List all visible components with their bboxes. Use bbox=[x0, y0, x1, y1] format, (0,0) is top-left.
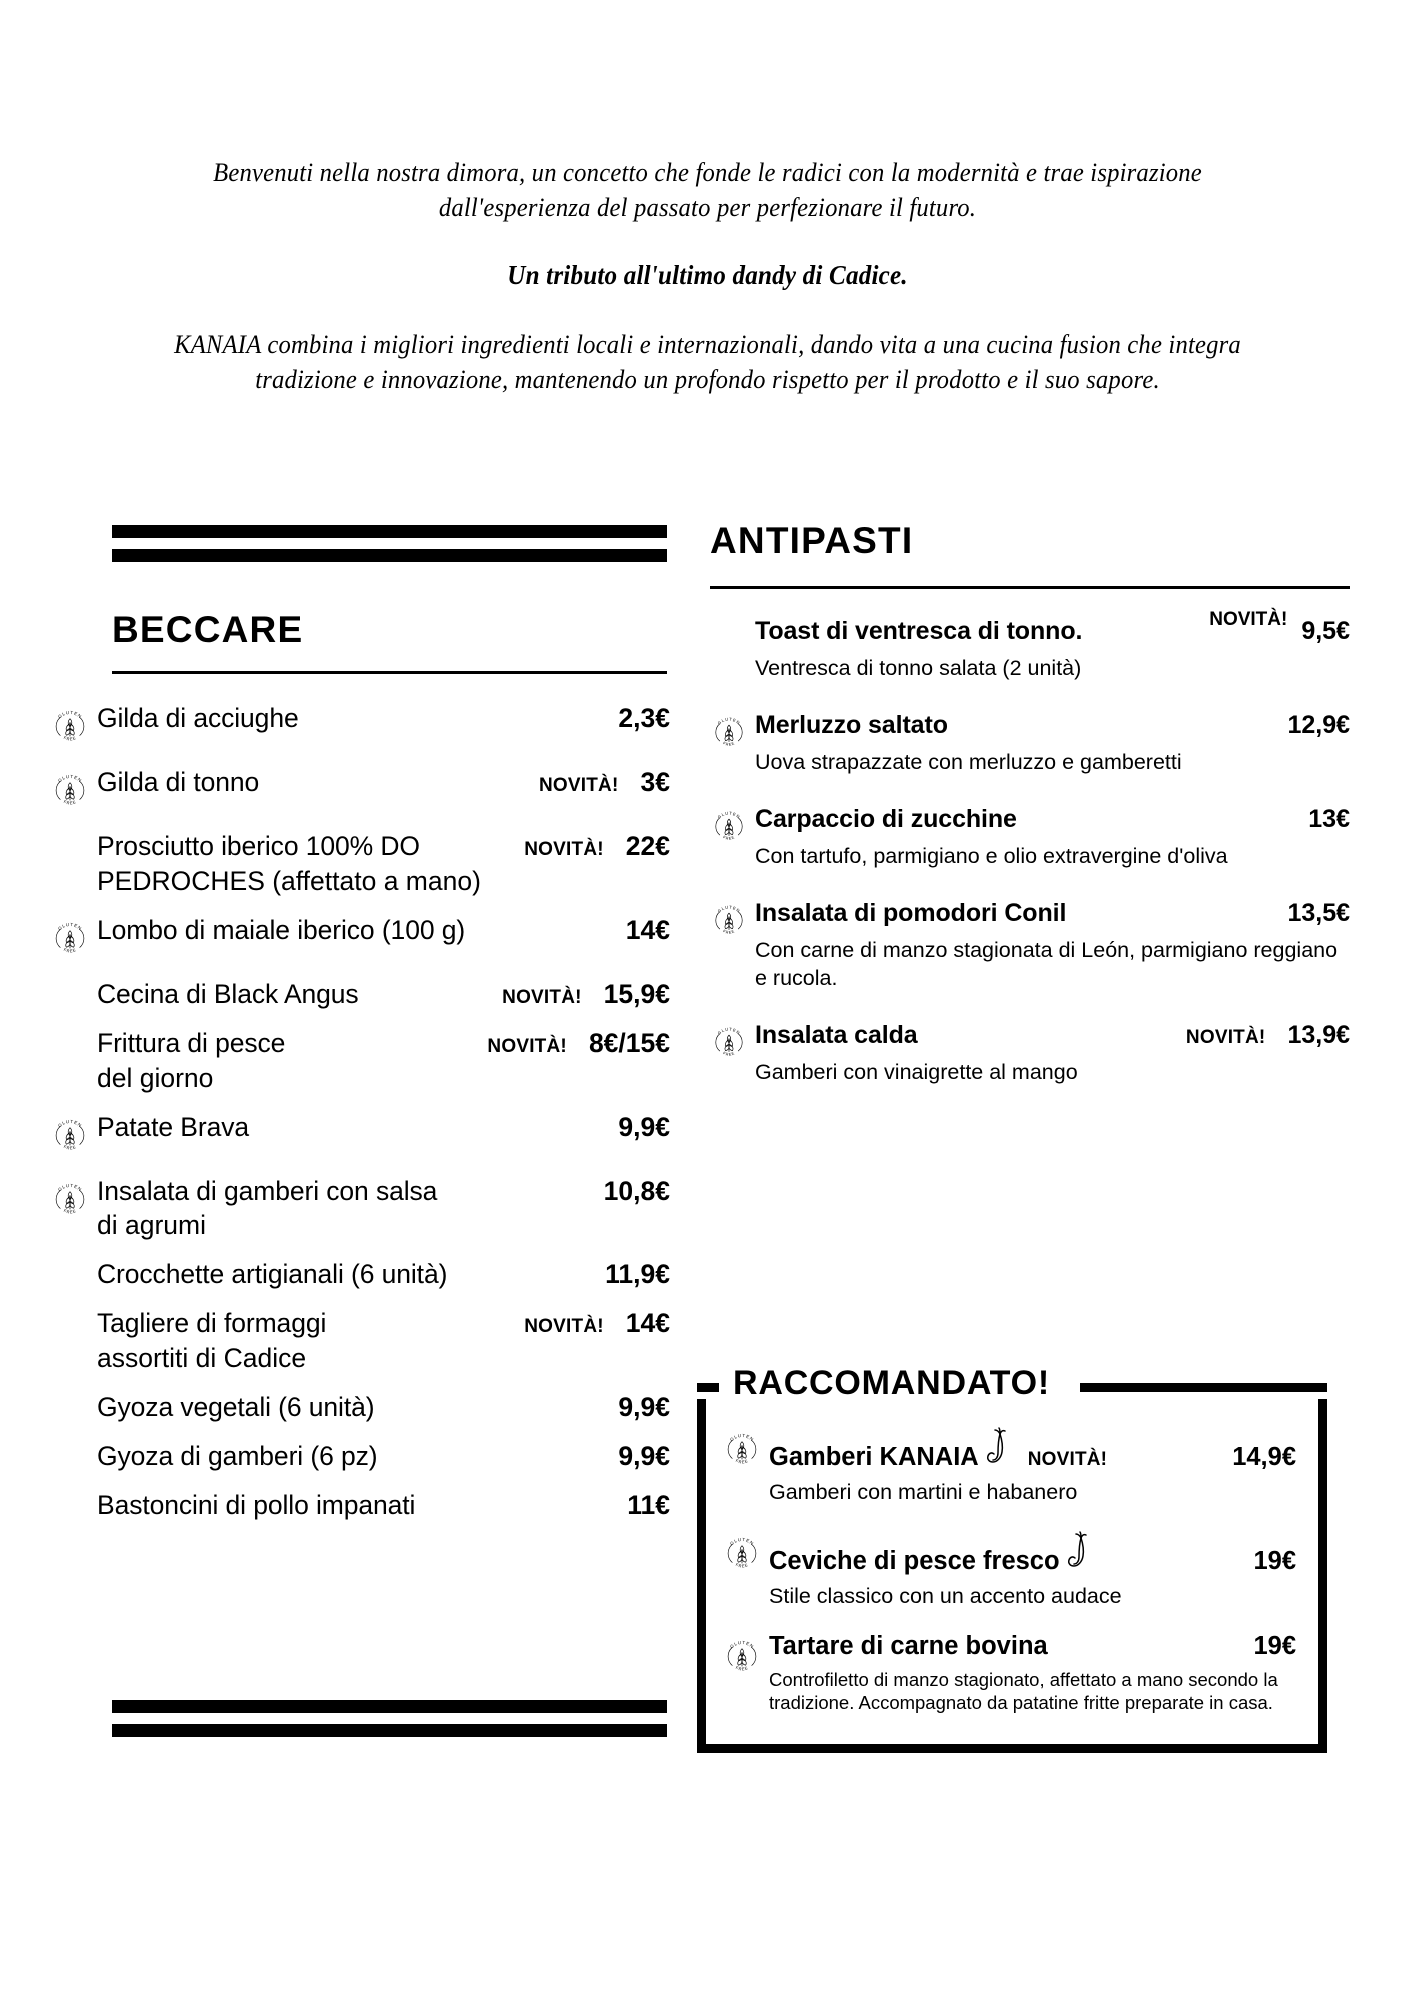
gluten-free-slot bbox=[50, 1307, 97, 1311]
menu-item-name: Toast di ventresca di tonno. bbox=[755, 617, 1083, 645]
gluten-free-icon bbox=[710, 901, 755, 944]
menu-item-row bbox=[50, 1258, 670, 1292]
menu-item-row bbox=[710, 709, 1350, 777]
chili-pepper-icon bbox=[1064, 1531, 1094, 1576]
menu-item-name: Insalata calda bbox=[755, 1020, 918, 1049]
menu-item-price: 15,9€ bbox=[603, 978, 670, 1009]
svg-text:FREE: FREE bbox=[62, 1143, 78, 1151]
beccare-item-list bbox=[50, 702, 670, 1523]
intro-paragraph-1: Benvenuti nella nostra dimora, un concetto che fonde le radici con la modernità e trae ispirazione dall'esperienza del passato per perfezionare il futuro. bbox=[213, 157, 1202, 222]
gluten-free-slot bbox=[50, 766, 97, 815]
gluten-free-slot bbox=[50, 1175, 97, 1224]
novita-badge: NOVITÀ! bbox=[487, 1035, 567, 1057]
intro-paragraph-2: KANAIA combina i migliori ingredienti locali e internazionali, dando vita a una cucina fusion che integra tradizione e innovazione, mantenendo un profondo rispetto per il prodotto e il suo sapore. bbox=[174, 328, 1241, 394]
menu-item-row bbox=[50, 1027, 670, 1096]
menu-item-row bbox=[50, 830, 670, 899]
menu-item-body bbox=[97, 1440, 670, 1474]
svg-text:FREE: FREE bbox=[62, 946, 78, 954]
menu-item-price: 13,9€ bbox=[1287, 1020, 1350, 1049]
recommended-item-price: 19€ bbox=[1253, 1546, 1296, 1575]
gluten-free-icon bbox=[710, 1023, 755, 1066]
svg-text:GLUTEN: GLUTEN bbox=[57, 1118, 83, 1128]
menu-item-row bbox=[710, 897, 1350, 993]
menu-item-name: Tagliere di formaggi bbox=[97, 1308, 327, 1339]
recommended-item-body bbox=[769, 1425, 1296, 1507]
menu-item-name: Gilda di tonno bbox=[97, 767, 260, 797]
menu-item-description: Con carne di manzo stagionata di León, parmigiano reggiano e rucola. bbox=[755, 937, 1338, 990]
menu-item-main bbox=[755, 609, 1350, 647]
menu-item-name: Lombo di maiale iberico (100 g) bbox=[97, 914, 466, 945]
rule-bar bbox=[112, 525, 667, 538]
menu-item-main bbox=[755, 803, 1350, 835]
gluten-free-slot bbox=[50, 978, 97, 982]
gluten-free-slot bbox=[710, 709, 755, 756]
menu-item-price: 14€ bbox=[625, 1308, 670, 1339]
menu-item-main bbox=[755, 709, 1350, 741]
svg-text:GLUTEN: GLUTEN bbox=[57, 921, 83, 932]
menu-item-price: 22€ bbox=[625, 831, 670, 861]
gluten-free-slot bbox=[710, 803, 755, 850]
menu-item-price: 2,3€ bbox=[618, 703, 670, 733]
beccare-column bbox=[50, 525, 670, 1523]
recommended-item-description: Gamberi con martini e habanero bbox=[769, 1480, 1078, 1504]
menu-item-name: Merluzzo saltato bbox=[755, 710, 948, 739]
menu-item-main bbox=[97, 766, 670, 800]
menu-item-price: 3€ bbox=[640, 767, 670, 797]
gluten-free-slot bbox=[50, 1258, 97, 1262]
menu-item-price: 13,5€ bbox=[1287, 898, 1350, 927]
menu-item-row bbox=[50, 702, 670, 751]
gluten-free-icon bbox=[722, 1533, 769, 1578]
menu-item-row bbox=[50, 1307, 670, 1376]
gluten-free-slot bbox=[722, 1632, 769, 1681]
menu-item-row bbox=[50, 914, 670, 963]
menu-item-row bbox=[710, 609, 1350, 683]
menu-item-body bbox=[97, 978, 670, 1012]
menu-item-price: 9,9€ bbox=[618, 1392, 670, 1423]
menu-item-main bbox=[97, 702, 670, 736]
gluten-free-icon bbox=[722, 1429, 769, 1474]
menu-item-name: Gilda di acciughe bbox=[97, 703, 299, 733]
intro-block bbox=[95, 155, 1320, 397]
gluten-free-slot bbox=[50, 914, 97, 963]
beccare-underline bbox=[112, 671, 667, 674]
menu-item-description: Con tartufo, parmigiano e olio extravergine d'oliva bbox=[755, 843, 1228, 868]
rule-bar bbox=[112, 549, 667, 562]
menu-item-body bbox=[755, 709, 1350, 777]
gluten-free-slot bbox=[50, 830, 97, 834]
svg-text:GLUTEN: GLUTEN bbox=[716, 810, 742, 820]
gluten-free-slot bbox=[710, 897, 755, 944]
menu-item-name-line2: assortiti di Cadice bbox=[97, 1343, 307, 1374]
menu-item-price: 10,8€ bbox=[603, 1175, 670, 1206]
menu-item-description: Ventresca di tonno salata (2 unità) bbox=[755, 656, 1082, 680]
menu-item-price: 11€ bbox=[627, 1489, 670, 1520]
gluten-free-slot bbox=[50, 1489, 97, 1493]
svg-text:FREE: FREE bbox=[734, 1561, 750, 1569]
menu-item-body bbox=[97, 1391, 670, 1425]
menu-item-price: 12,9€ bbox=[1287, 710, 1350, 739]
svg-text:GLUTEN: GLUTEN bbox=[729, 1536, 755, 1546]
header-rule-left bbox=[697, 1383, 719, 1392]
novita-badge: NOVITÀ! bbox=[1185, 1026, 1266, 1048]
recommended-item-main bbox=[769, 1632, 1296, 1661]
menu-item-price: 13€ bbox=[1308, 804, 1350, 833]
menu-item-main bbox=[97, 1111, 670, 1145]
menu-item-body bbox=[97, 1111, 670, 1145]
svg-text:GLUTEN: GLUTEN bbox=[57, 773, 83, 784]
gluten-free-icon bbox=[50, 918, 97, 963]
recommended-item-price: 14,9€ bbox=[1232, 1443, 1296, 1471]
menu-item-description: Uova strapazzate con merluzzo e gamberetti bbox=[755, 749, 1182, 774]
menu-item-price: 9,9€ bbox=[618, 1440, 670, 1471]
menu-item-price: 9,5€ bbox=[1301, 617, 1350, 645]
recommended-item-price: 19€ bbox=[1253, 1632, 1296, 1661]
novita-badge: NOVITÀ! bbox=[539, 775, 619, 796]
menu-item-main bbox=[97, 1258, 670, 1292]
recommended-item-body bbox=[769, 1632, 1296, 1714]
menu-item-body bbox=[97, 1027, 670, 1096]
rule-bar bbox=[112, 1700, 667, 1713]
menu-item-main bbox=[97, 1307, 670, 1341]
recommended-item-main bbox=[769, 1529, 1296, 1576]
recommended-item-row bbox=[722, 1529, 1296, 1611]
top-double-rule bbox=[112, 525, 667, 562]
svg-text:FREE: FREE bbox=[722, 1050, 736, 1057]
recommended-box bbox=[697, 1363, 1327, 1753]
menu-item-name: Gyoza di gamberi (6 pz) bbox=[97, 1440, 378, 1471]
menu-item-body bbox=[755, 803, 1350, 871]
bottom-double-rule bbox=[112, 1700, 667, 1737]
menu-item-row bbox=[710, 1019, 1350, 1087]
menu-item-body bbox=[97, 830, 670, 899]
svg-text:GLUTEN: GLUTEN bbox=[729, 1639, 755, 1650]
menu-item-main bbox=[97, 1489, 670, 1523]
menu-item-name-line2: del giorno bbox=[97, 1062, 214, 1093]
menu-item-description: Gamberi con vinaigrette al mango bbox=[755, 1059, 1078, 1084]
gluten-free-slot bbox=[710, 1019, 755, 1066]
gluten-free-slot bbox=[722, 1425, 769, 1474]
menu-item-row bbox=[50, 1391, 670, 1425]
svg-text:FREE: FREE bbox=[62, 798, 78, 806]
chili-pepper-icon bbox=[983, 1427, 1013, 1472]
novita-badge: NOVITÀ! bbox=[1027, 1449, 1108, 1470]
menu-item-main bbox=[97, 1027, 670, 1061]
menu-item-main bbox=[97, 830, 670, 864]
gluten-free-slot bbox=[710, 615, 755, 619]
svg-text:FREE: FREE bbox=[62, 1207, 78, 1215]
header-rule-right bbox=[1080, 1383, 1327, 1392]
menu-item-body bbox=[97, 1489, 670, 1523]
recommended-item-list bbox=[697, 1399, 1327, 1753]
menu-item-row bbox=[50, 1175, 670, 1244]
menu-item-name: Gyoza vegetali (6 unità) bbox=[97, 1392, 375, 1423]
gluten-free-slot bbox=[50, 1391, 97, 1395]
antipasti-column bbox=[710, 520, 1350, 1087]
intro-tribute: Un tributo all'ultimo dandy di Cadice. bbox=[507, 259, 908, 290]
gluten-free-slot bbox=[722, 1529, 769, 1578]
svg-text:FREE: FREE bbox=[722, 929, 736, 935]
menu-item-main bbox=[97, 1175, 670, 1209]
svg-text:GLUTEN: GLUTEN bbox=[716, 1026, 742, 1036]
menu-item-row bbox=[50, 1489, 670, 1523]
menu-item-main bbox=[97, 1440, 670, 1474]
menu-item-price: 9,9€ bbox=[618, 1111, 670, 1142]
recommended-item-name: Tartare di carne bovina bbox=[769, 1632, 1048, 1661]
gluten-free-icon bbox=[722, 1636, 769, 1681]
svg-text:FREE: FREE bbox=[62, 734, 78, 742]
menu-item-main bbox=[97, 1391, 670, 1425]
rule-bar bbox=[112, 1724, 667, 1737]
menu-item-main bbox=[97, 914, 670, 948]
menu-item-row bbox=[50, 1111, 670, 1160]
menu-item-price: 8€/15€ bbox=[588, 1027, 670, 1058]
gluten-free-icon bbox=[50, 706, 97, 751]
svg-text:GLUTEN: GLUTEN bbox=[729, 1432, 755, 1443]
menu-item-name: Insalata di gamberi con salsa bbox=[97, 1175, 438, 1206]
novita-badge: NOVITÀ! bbox=[1209, 609, 1288, 630]
recommended-item-name: Ceviche di pesce fresco bbox=[769, 1546, 1060, 1575]
menu-item-price: 11,9€ bbox=[605, 1259, 670, 1290]
menu-item-name: Carpaccio di zucchine bbox=[755, 804, 1017, 833]
menu-item-name: Bastoncini di pollo impanati bbox=[97, 1489, 416, 1520]
menu-item-main bbox=[97, 978, 670, 1012]
menu-item-name: Crocchette artigianali (6 unità) bbox=[97, 1259, 448, 1290]
gluten-free-slot bbox=[50, 702, 97, 751]
section-title-beccare: BECCARE bbox=[112, 609, 304, 650]
gluten-free-icon bbox=[710, 713, 755, 756]
recommended-item-main bbox=[769, 1425, 1296, 1472]
menu-item-name: Cecina di Black Angus bbox=[97, 978, 359, 1009]
menu-item-price: 14€ bbox=[625, 914, 670, 945]
recommended-item-name: Gamberi KANAIA bbox=[769, 1443, 979, 1471]
recommended-title: RACCOMANDATO! bbox=[733, 1363, 1050, 1402]
recommended-item-description: Controfiletto di manzo stagionato, affettato a mano secondo la tradizione. Accompagnato da patatine fritte preparate in casa. bbox=[769, 1669, 1278, 1714]
svg-text:FREE: FREE bbox=[722, 835, 736, 841]
menu-item-main bbox=[755, 897, 1350, 929]
menu-item-body bbox=[97, 914, 670, 948]
menu-item-name: Frittura di pesce bbox=[97, 1027, 286, 1058]
menu-item-body bbox=[97, 1258, 670, 1292]
gluten-free-icon bbox=[50, 770, 97, 815]
menu-item-name: Patate Brava bbox=[97, 1111, 250, 1142]
svg-text:GLUTEN: GLUTEN bbox=[57, 709, 83, 720]
menu-item-name-line2: PEDROCHES (affettato a mano) bbox=[97, 865, 481, 896]
recommended-item-row bbox=[722, 1425, 1296, 1507]
antipasti-underline bbox=[710, 586, 1350, 589]
menu-item-name: Insalata di pomodori Conil bbox=[755, 898, 1067, 927]
recommended-item-row bbox=[722, 1632, 1296, 1714]
menu-item-body bbox=[97, 702, 670, 736]
gluten-free-icon bbox=[710, 807, 755, 850]
novita-badge: NOVITÀ! bbox=[524, 1316, 604, 1338]
menu-item-body bbox=[755, 1019, 1350, 1087]
gluten-free-icon bbox=[50, 1115, 97, 1160]
menu-item-main bbox=[755, 1019, 1350, 1051]
section-title-antipasti: ANTIPASTI bbox=[710, 520, 914, 561]
menu-item-body bbox=[97, 1307, 670, 1376]
menu-item-body bbox=[97, 766, 670, 800]
recommended-item-description: Stile classico con un accento audace bbox=[769, 1583, 1122, 1608]
gluten-free-slot bbox=[50, 1440, 97, 1444]
recommended-item-body bbox=[769, 1529, 1296, 1611]
menu-item-row bbox=[50, 978, 670, 1012]
menu-item-row bbox=[710, 803, 1350, 871]
antipasti-item-list bbox=[710, 609, 1350, 1087]
menu-item-body bbox=[755, 897, 1350, 993]
svg-text:FREE: FREE bbox=[722, 741, 736, 747]
menu-item-row bbox=[50, 766, 670, 815]
novita-badge: NOVITÀ! bbox=[524, 839, 604, 860]
svg-text:GLUTEN: GLUTEN bbox=[716, 716, 742, 726]
menu-item-body bbox=[755, 609, 1350, 683]
menu-item-body bbox=[97, 1175, 670, 1244]
svg-text:FREE: FREE bbox=[734, 1664, 750, 1672]
svg-text:FREE: FREE bbox=[734, 1457, 750, 1465]
menu-item-name-line2: di agrumi bbox=[97, 1210, 206, 1241]
menu-item-row bbox=[50, 1440, 670, 1474]
svg-text:GLUTEN: GLUTEN bbox=[57, 1182, 83, 1192]
menu-item-name: Prosciutto iberico 100% DO bbox=[97, 831, 420, 861]
gluten-free-icon bbox=[50, 1179, 97, 1224]
svg-text:GLUTEN: GLUTEN bbox=[716, 904, 742, 914]
gluten-free-slot bbox=[50, 1027, 97, 1031]
gluten-free-slot bbox=[50, 1111, 97, 1160]
novita-badge: NOVITÀ! bbox=[502, 986, 582, 1008]
